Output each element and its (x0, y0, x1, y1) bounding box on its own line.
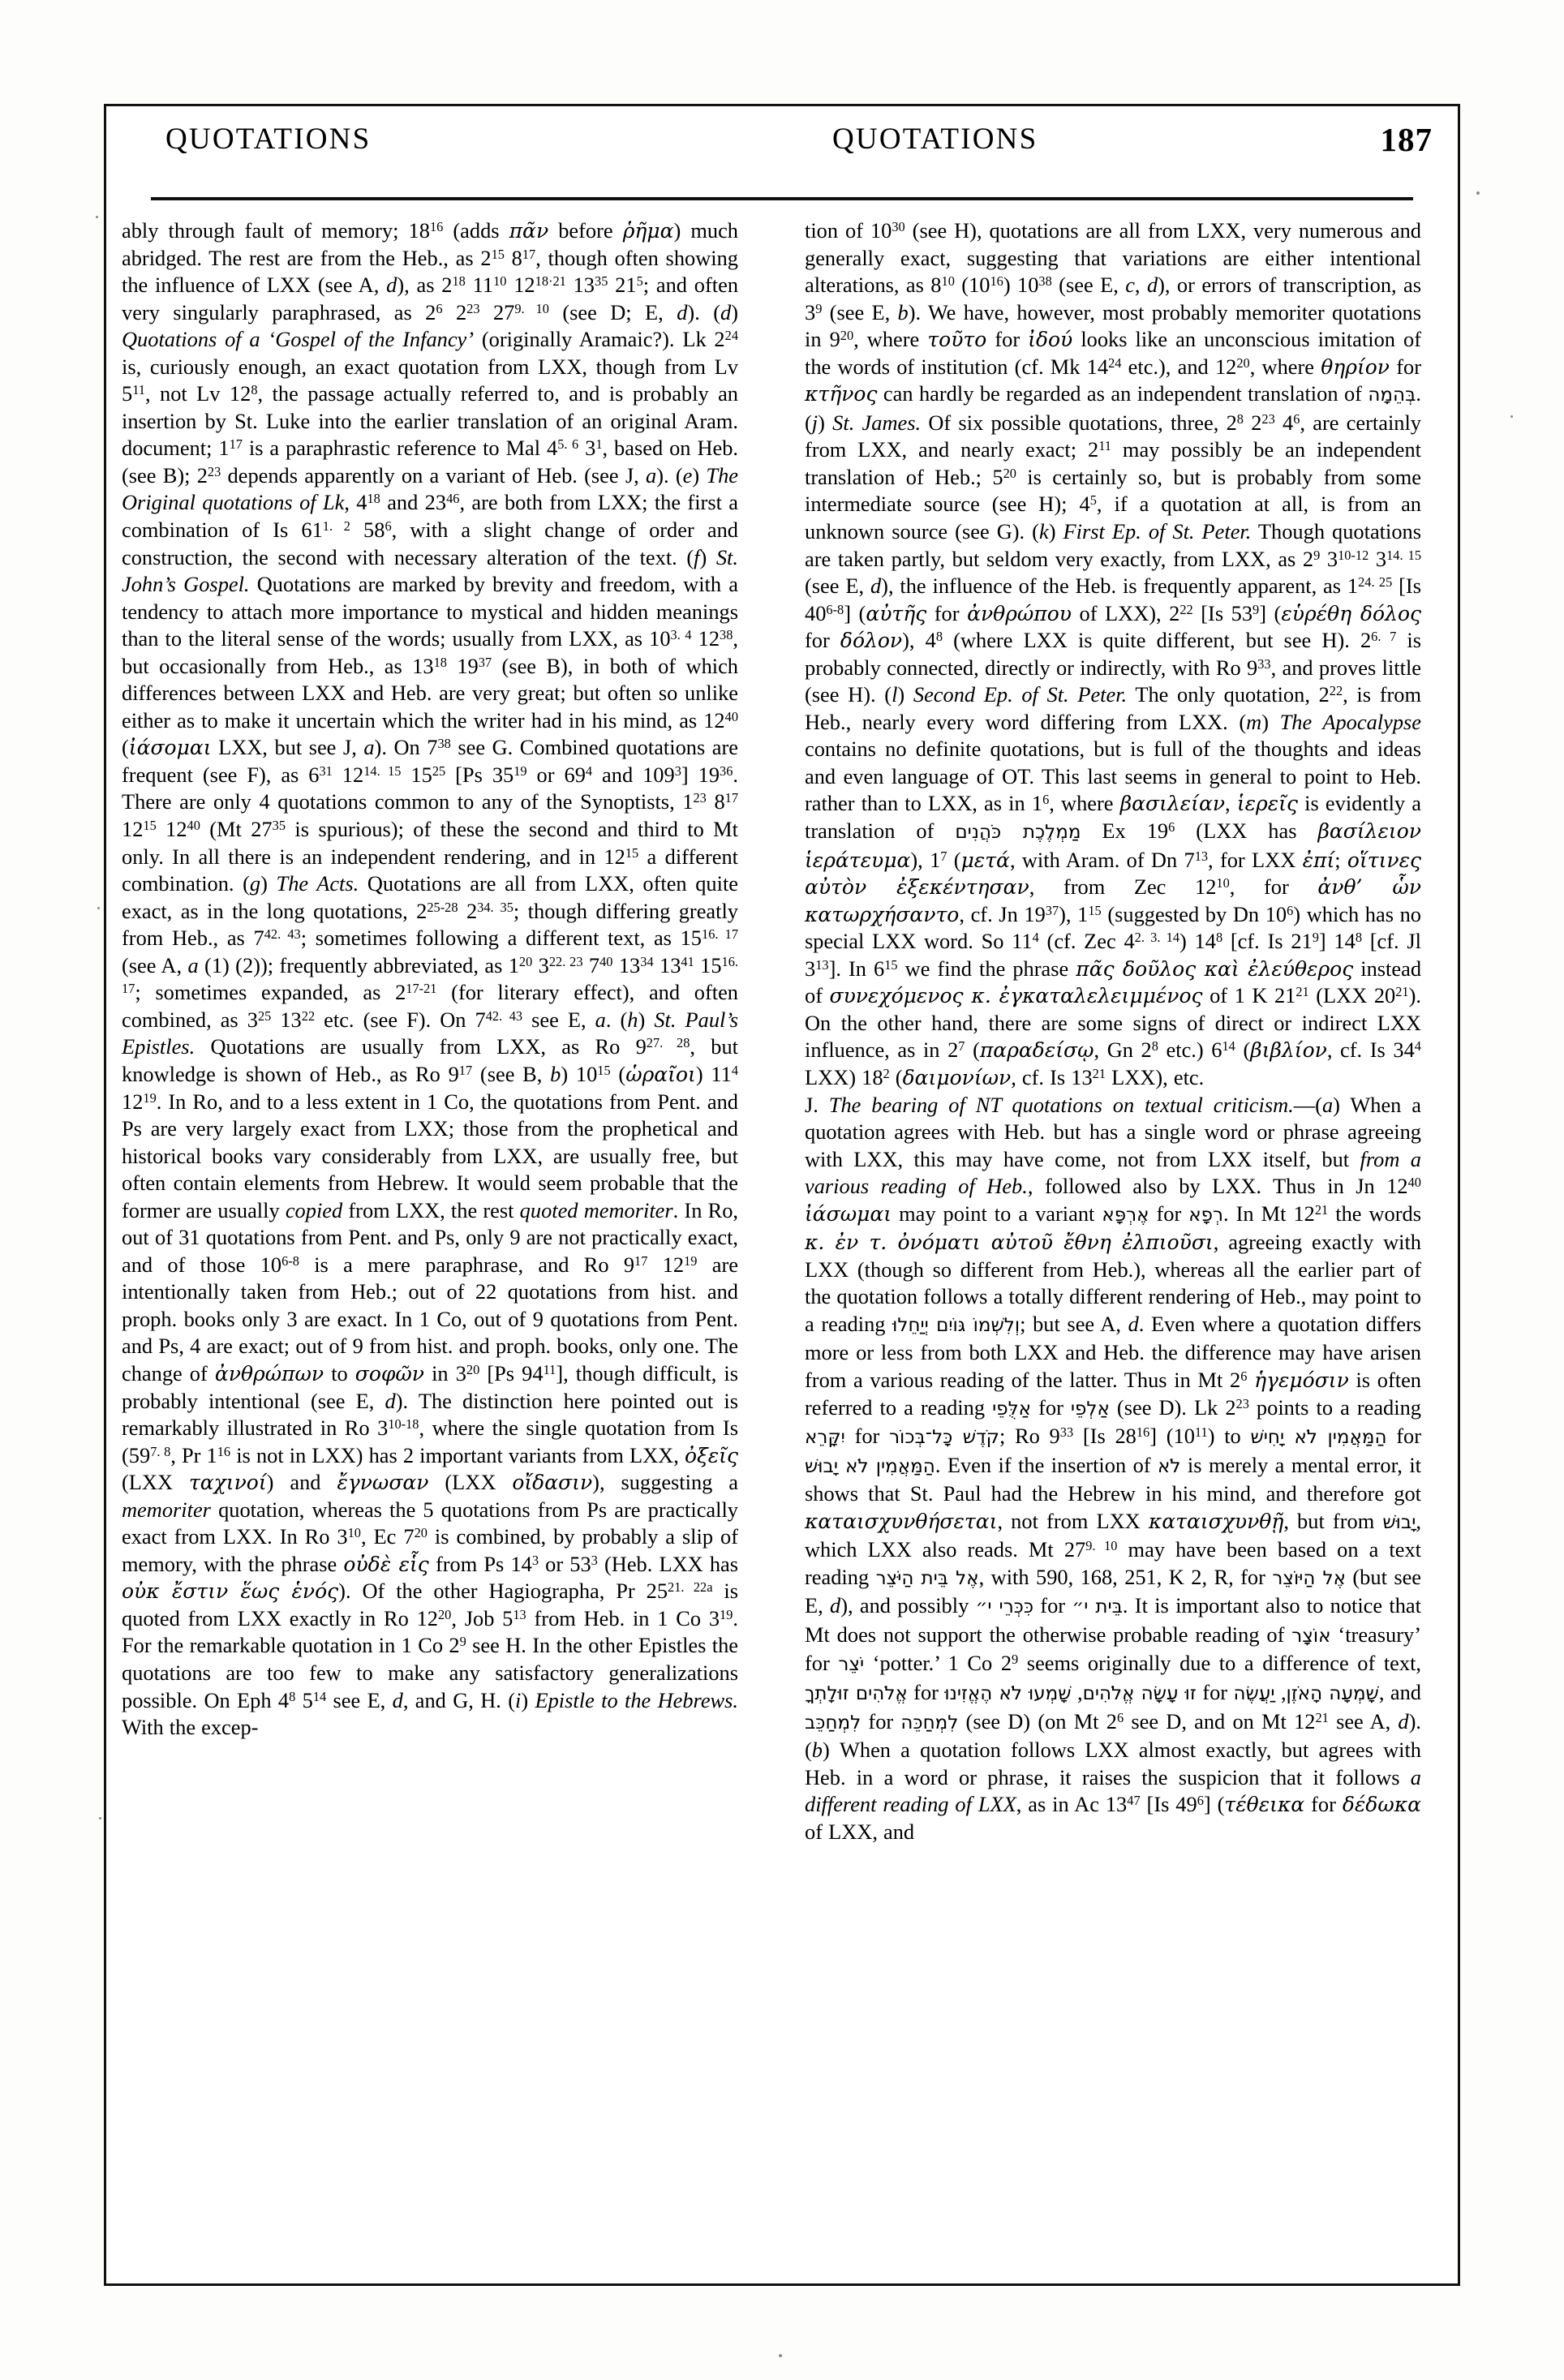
scan-speck (1476, 191, 1480, 195)
header-rule (151, 197, 1413, 200)
scan-speck (97, 907, 100, 909)
right-column-text-section-j: J. The bearing of NT quotations on textual criticism.—(a) When a quotation agrees with Heb. but has a single word or phrase agreeing with LXX, this may have come, not from LXX itself, but from a various reading of Heb., followed also by LXX. Thus in Jn $12^{40}$ ἰάσωμαι may point to a variant אֶרְפָּא for רְפָא. In Mt $12^{21}$ the words κ. ἐν τ. ὀνόματι αὐτοῦ ἔθνη ἐλπιοῦσι, agreeing exactly with LXX (though so different from Heb.), whereas all the earlier part of the quotation follows a totally different rendering of Heb., may point to a reading וְלִשְׁמוֹ גּוֹיִם יְיַחֵלוּ; but see A, d. Even where a quotation differs more or less from both LXX and Heb. the difference may have arisen from a various reading of the latter. Thus in Mt $2^6$ ἡγεμόσιν is often referred to a reading אַלֻּפֵי for אַלְפֵי (see D). Lk $2^{23}$ points to a reading יִקָּרֵא for קֹדֶשׁ כָּל־בְּכוֹר; Ro $9^{33}$ [Is $28^{16}$] $(10^{11})$ to הַמַּאֲמִין לֹא יָחִישׁ for הַמַּאֲמִין לֹא יָבוּשׁ. Even if the insertion of לֹא is merely a mental error, it shows that St. Paul had the Hebrew in his mind, and therefore got καταισχυνθήσεται, not from LXX καταισχυνθῇ, but from יָבוּשׁ, which LXX also reads. Mt $27^{9. 10}$ may have been based on a text reading אֶל בֵּית הַיֹּצֵר, with 590, 168, 251, K 2, R, for אֶל הַיּוֹצֵר (but see E, d), and possibly כִּכְּרֵי י״ for בֵּית י״. It is important also to notice that Mt does not support the otherwise probable reading of אוֹצָר ‘treasury’ for יֹצֵר ‘potter.’ 1 Co $2^9$ seems originally due to a difference of text, אֱלֹהִים זוּלָתְךָ for זוּ עָשָׂה אֱלֹהִים, שָׁמְעוּ לֹא הֶאֱזִינוּ for שָׁמְעָה הָאֹזֶן, יַעֲשֶׂה , and לִמְחַכֵּב for לִמְחַכֵּה (see D) (on Mt $2^6$ see D, and on Mt $12^{21}$ see A, d). (b) When a quotation follows LXX almost exactly, but agrees with Heb. in a word or phrase, it raises the suspicion that it follows a different reading of LXX, as in Ac $13^{47}$ [Is $49^6$] (τέθεικα for δέδωκα of LXX, and (805, 1092, 1422, 1844)
column-right (805, 217, 1421, 1845)
running-head-left: QUOTATIONS (165, 122, 372, 156)
column-divider (775, 203, 776, 2267)
two-column-body (122, 217, 1446, 2262)
page-number: 187 (1380, 121, 1433, 158)
running-head (117, 122, 1447, 196)
right-column-text: tion of $10^{30}$ (see H), quotations are all from LXX, very numerous and generally exact, suggesting that variations are either intentional alterations, as $8^{10}$ $(10^{16})$ $10^{38}$ (see E, c, d), or errors of transcription, as $3^9$ (see E, b). We have, however, most probably memoriter quotations in $9^{20}$, where τοῦτο for ἰδού looks like an unconscious imitation of the words of institution (cf. Mk $14^{24}$ etc.), and $12^{20}$, where θηρίον for κτῆνος can hardly be regarded as an independent translation of בְּהֵמָה. (j) St. James. Of six possible quotations, three, $2^8$ $2^{23}$ $4^6$, are certainly from LXX, and nearly exact; $2^{11}$ may possibly be an independent translation of Heb.; $5^{20}$ is certainly so, but is probably from some intermediate source (see H); $4^5$, if a quotation at all, is from an unknown source (see G). (k) First Ep. of St. Peter. Though quotations are taken partly, but seldom very exactly, from LXX, as $2^9$ 3$^{10-12}$ $3^{14. 15}$ (see E, d), the influence of the Heb. is frequently apparent, as $1^{24. 25}$ [Is 40$^{6-8}$] (αὐτῆς for ἀνθρώπου of LXX), $2^{22}$ [Is $53^9$] (εὑρέθη δόλος for δόλον), $4^8$ (where LXX is quite different, but see H). $2^{6. 7}$ is probably connected, directly or indirectly, with Ro $9^{33}$, and proves little (see H). (l) Second Ep. of St. Peter. The only quotation, $2^{22}$, is from Heb., nearly every word differing from LXX. (m) The Apocalypse contains no definite quotations, but is full of the thoughts and ideas and even language of OT. This last seems in general to point to Heb. rather than to LXX, as in $1^6$, where βασιλείαν, ἱερεῖς is evidently a translation of מַמְלֶכֶת כֹּהֲנִים Ex $19^6$ (LXX has βασίλειον ἱεράτευμα), $1^7$ (μετά, with Aram. of Dn $7^{13}$, for LXX ἐπί; οἵτινες αὐτὸν ἐξεκέντησαν, from Zec $12^{10}$, for ἀνθ’ ὧν κατωρχήσαντο, cf. Jn $19^{37}$), $1^{15}$ (suggested by Dn $10^6$) which has no special LXX word. So $11^4$ (cf. Zec $4^{2. 3. 14}$) $14^8$ [cf. Is $21^9$] $14^8$ [cf. Jl $3^{13}$]. In $6^{15}$ we find the phrase πᾶς δοῦλος καὶ ἐλεύθερος instead of συνεχόμενος κ. ἐγκαταλελειμμένος of 1 K $21^{21}$ (LXX $20^{21}$). On the other hand, there are some signs of direct or indirect LXX influence, as in $2^7$ (παραδείσῳ, Gn $2^8$ etc.) $6^{14}$ (βιβλίον, cf. Is $34^4$ LXX) $18^2$ (δαιμονίων, cf. Is $13^{21}$ LXX), etc. (805, 218, 1422, 1089)
scan-speck (96, 216, 98, 218)
column-left (122, 217, 738, 1742)
scan-speck (779, 2354, 782, 2357)
scan-speck (1510, 415, 1513, 418)
running-head-right: QUOTATIONS (832, 122, 1038, 156)
left-column-text: ably through fault of memory; $18^{16}$ (adds πᾶν before ῥῆμα) much abridged. The rest are from the Heb., as $2^{15}$ $8^{17}$, though often showing the influence of LXX (see A, d), as $2^{18}$ $11^{10}$ $12^{18\cdot 21}$ $13^{35}$ $21^5$; and often very singularly paraphrased, as $2^6$ $2^{23}$ $27^{9. 10}$ (see D; E, d). (d) Quotations of a ‘Gospel of the Infancy’ (originally Aramaic?). Lk $2^{24}$ is, curiously enough, an exact quotation from LXX, though from Lv $5^{11}$, not Lv $12^8$, the passage actually referred to, and is probably an insertion by St. Luke into the earlier translation of an original Aram. document; $1^{17}$ is a paraphrastic reference to Mal $4^{5. 6}$ $3^1$, based on Heb. (see B); $2^{23}$ depends apparently on a variant of Heb. (see J, a). (e) The Original quotations of Lk, $4^{18}$ and $23^{46}$, are both from LXX; the first a combination of Is $61^{1. 2}$ $58^6$, with a slight change of order and construction, the second with necessary alteration of the text. (f) St. John’s Gospel. Quotations are marked by brevity and freedom, with a tendency to attach more importance to mystical and hidden meanings than to the literal sense of the words; usually from LXX, as $10^{3. 4}$ $12^{38}$, but occasionally from Heb., as $13^{18}$ $19^{37}$ (see B), in both of which differences between LXX and Heb. are very great; but often so unlike either as to make it uncertain which the writer had in his mind, as $12^{40}$ (ἰάσομαι LXX, but see J, a). On $7^{38}$ see G. Combined quotations are frequent (see F), as $6^{31}$ $12^{14. 15}$ $15^{25}$ [Ps $35^{19}$ or $69^4$ and $109^3$] $19^{36}$. There are only 4 quotations common to any of the Synoptists, $1^{23}$ $8^{17}$ $12^{15}$ $12^{40}$ (Mt $27^{35}$ is spurious); of these the second and third to Mt only. In all there is an independent rendering, and in $12^{15}$ a different combination. (g) The Acts. Quotations are all from LXX, often quite exact, as in the long quotations, 2$^{25-28}$ $2^{34. 35}$; though differing greatly from Heb., as $7^{42. 43}$; sometimes following a different text, as $15^{16. 17}$ (see A, a (1) (2)); frequently abbreviated, as $1^{20}$ $3^{22. 23}$ $7^{40}$ $13^{34}$ $13^{41}$ $15^{16. 17}$; sometimes expanded, as 2$^{17-21}$ (for literary effect), and often combined, as $3^{25}$ $13^{22}$ etc. (see F). On $7^{42. 43}$ see E, a. (h) St. Paul’s Epistles. Quotations are usually from LXX, as Ro $9^{27. 28}$, but knowledge is shown of Heb., as Ro $9^{17}$ (see B, b) $10^{15}$ (ὡραῖοι) $11^4$ $12^{19}$. In Ro, and to a less extent in 1 Co, the quotations from Pent. and Ps are very largely exact from LXX; those from the prophetical and historical books vary considerably from LXX, are usually free, but often contain elements from Hebrew. It would seem probable that the former are usually copied from LXX, the rest quoted memoriter. In Ro, out of 31 quotations from Pent. and Ps, only 9 are not practically exact, and of those 10$^{6-8}$ is a mere paraphrase, and Ro $9^{17}$ $12^{19}$ are intentionally taken from Heb.; out of 22 quotations from hist. and proph. books only 3 are exact. In 1 Co, out of 9 quotations from Pent. and Ps, 4 are exact; out of 9 from hist. and proph. books, only one. The change of ἀνθρώπων to σοφῶν in $3^{20}$ [Ps $94^{11}$], though difficult, is probably intentional (see E, d). The distinction here pointed out is remarkably illustrated in Ro 3$^{10-18}$, where the single quotation from Is ($59^{7. 8}$, Pr $1^{16}$ is not in LXX) has 2 important variants from LXX, ὀξεῖς (LXX ταχινοί) and ἔγνωσαν (LXX οἴδασιν), suggesting a memoriter quotation, whereas the 5 quotations from Ps are practically exact from LXX. In Ro $3^{10}$, Ec $7^{20}$ is combined, by probably a slip of memory, with the phrase οὐδὲ εἷς from Ps $14^3$ or $53^3$ (Heb. LXX has οὐκ ἔστιν ἕως ἑνός). Of the other Hagiographa, Pr $25^{21. 22a}$ is quoted from LXX exactly in Ro $12^{20}$, Job $5^{13}$ from Heb. in 1 Co $3^{19}$. For the remarkable quotation in 1 Co $2^9$ see H. In the other Epistles the quotations are too few to make any satisfactory generalizations possible. On Eph $4^8$ $5^{14}$ see E, d, and G, H. (i) Epistle to the Hebrews. With the excep- (122, 218, 739, 1740)
scan-speck (99, 1817, 101, 1819)
